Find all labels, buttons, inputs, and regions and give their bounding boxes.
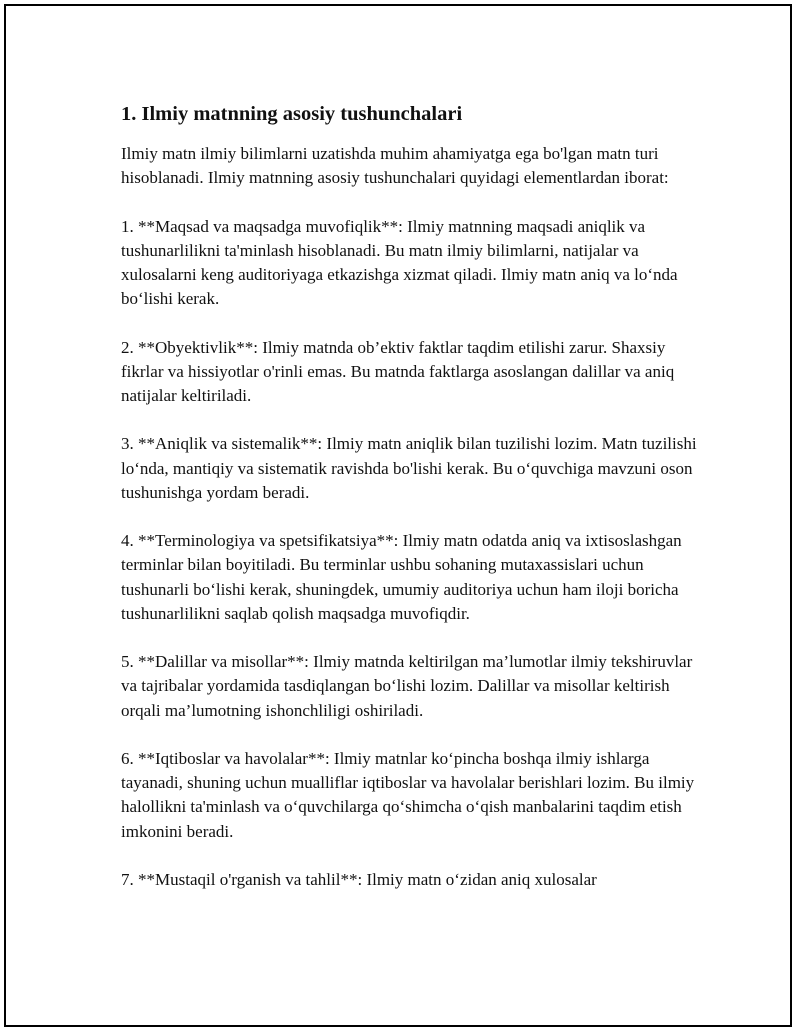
paragraph-maqsad: 1. **Maqsad va maqsadga muvofiqlik**: Ilmiy matnning maqsadi aniqlik va tushunarlilikni ta'minlash hisoblanadi. Bu matn ilmiy bilimlarni, natijalar va xulosalarni keng auditoriyaga etkazishga xizmat qiladi. Ilmiy matn aniq va lo‘nda bo‘lishi kerak. bbox=[121, 216, 678, 309]
paragraph-aniqlik: 3. **Aniqlik va sistemalik**: Ilmiy matn aniqlik bilan tuzilishi lozim. Matn tuzilishi lo‘nda, mantiqiy va sistematik ravishda bo'lishi kerak. Bu o‘quvchiga mavzuni oson tushunishga yordam beradi. bbox=[121, 434, 697, 502]
section-heading: 1. Ilmiy matnning asosiy tushunchalari bbox=[121, 103, 463, 125]
intro-paragraph: Ilmiy matn ilmiy bilimlarni uzatishda muhim ahamiyatga ega bo'lgan matn turi hisoblanadi. Ilmiy matnning asosiy tushunchalari quyidagi elementlardan iborat: bbox=[121, 144, 669, 188]
paragraph-iqtiboslar: 6. **Iqtiboslar va havolalar**: Ilmiy matnlar ko‘pincha boshqa ilmiy ishlarga tayanadi, shuning uchun mualliflar iqtiboslar va havolalar berishlari lozim. Bu ilmiy halollikni ta'minlash va o‘quvchilarga qo‘shimcha o‘qish manbalarini taqdim etish imkonini beradi. bbox=[121, 748, 695, 841]
paragraph-dalillar: 5. **Dalillar va misollar**: Ilmiy matnda keltirilgan ma’lumotlar ilmiy tekshiruvlar va tajribalar yordamida tasdiqlangan bo‘lishi lozim. Dalillar va misollar keltirish orqali ma’lumotning ishonchliligi oshiriladi. bbox=[121, 652, 693, 720]
paragraph-obyektivlik: 2. **Obyektivlik**: Ilmiy matnda ob’ektiv faktlar taqdim etilishi zarur. Shaxsiy fikrlar va hissiyotlar o'rinli emas. Bu matnda faktlarga asoslangan dalillar va aniq natijalar keltiriladi. bbox=[121, 337, 675, 405]
document-page bbox=[4, 4, 792, 1027]
paragraph-mustaqil: 7. **Mustaqil o'rganish va tahlil**: Ilmiy matn o‘zidan aniq xulosalar bbox=[121, 869, 597, 889]
paragraph-terminologiya: 4. **Terminologiya va spetsifikatsiya**: Ilmiy matn odatda aniq va ixtisoslashgan terminlar bilan boyitiladi. Bu terminlar ushbu sohaning mutaxassislari uchun tushunarli bo‘lishi kerak, shuningdek, umumiy auditoriya uchun ham iloji boricha tushunarlilikni saqlab qolish maqsadga muvofiqdir. bbox=[121, 531, 682, 623]
document-body bbox=[121, 100, 701, 916]
